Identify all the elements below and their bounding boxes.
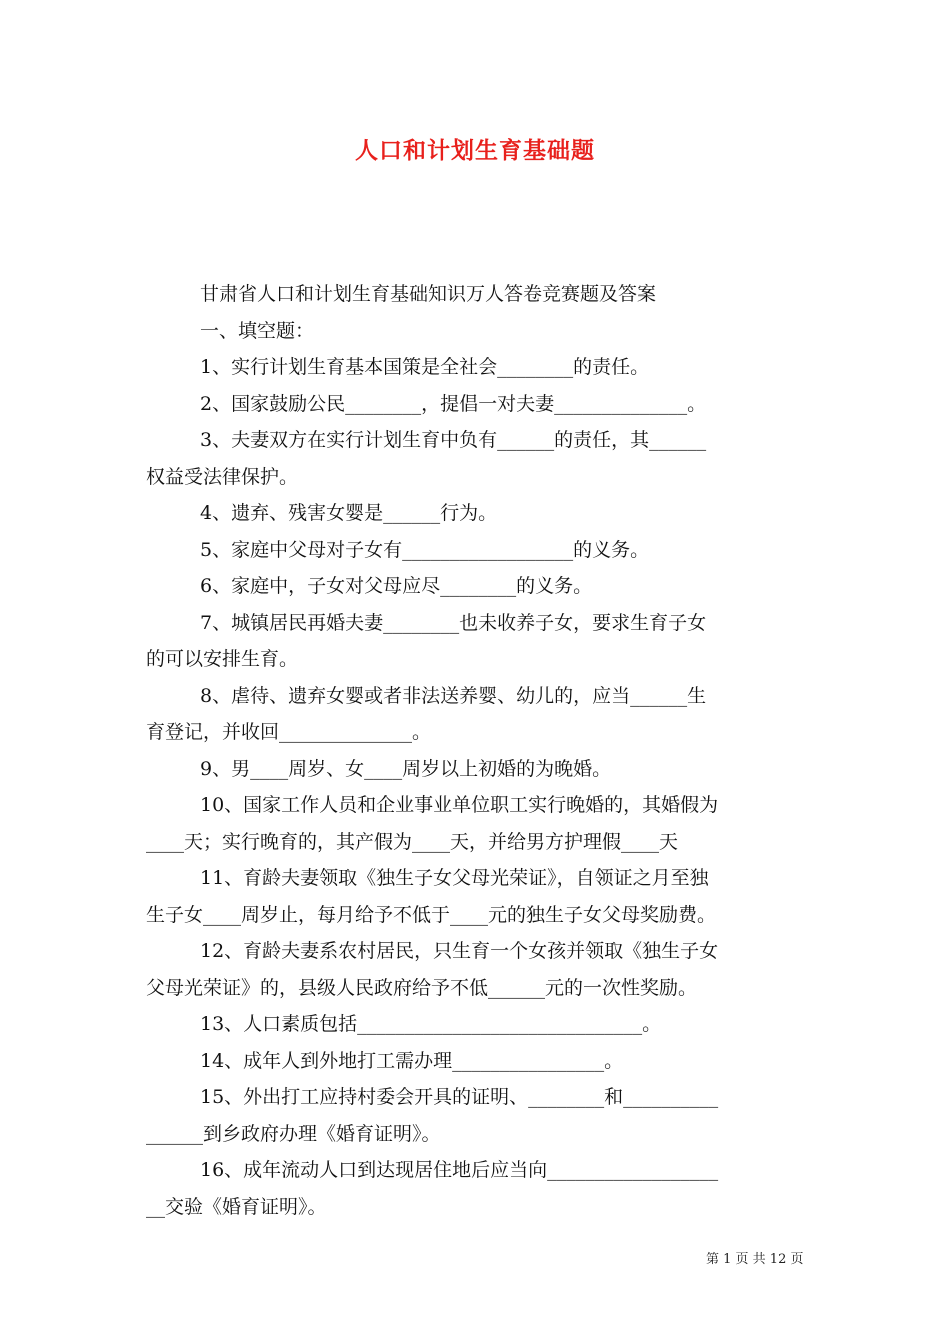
question-12-line-1: 12、育龄夫妻系农村居民，只生育一个女孩并领取《独生子女 <box>200 940 719 962</box>
question-15-line-2: ______到乡政府办理《婚育证明》。 <box>146 1122 441 1145</box>
question-9: 9、男____周岁、女____周岁以上初婚的为晚婚。 <box>200 757 612 780</box>
document-title: 人口和计划生育基础题 <box>355 137 595 164</box>
question-14: 14、成年人到外地打工需办理________________。 <box>200 1049 624 1072</box>
subtitle: 甘肃省人口和计划生育基础知识万人答卷竞赛题及答案 <box>200 283 657 305</box>
question-10-line-2: ____天；实行晚育的，其产假为____天，并给男方护理假____天 <box>146 830 679 853</box>
question-7-line-1: 7、城镇居民再婚夫妻________也未收养子女，要求生育子女 <box>200 611 707 634</box>
question-2: 2、国家鼓励公民________，提倡一对夫妻______________。 <box>200 392 707 415</box>
question-8-line-2: 育登记，并收回______________。 <box>146 721 432 743</box>
question-12-line-2: 父母光荣证》的，县级人民政府给予不低______元的一次性奖励。 <box>146 976 698 999</box>
question-11-line-2: 生子女____周岁止，每月给予不低于____元的独生子女父母奖励费。 <box>146 903 717 926</box>
question-13: 13、人口素质包括______________________________。 <box>200 1013 662 1035</box>
question-5: 5、家庭中父母对子女有__________________的义务。 <box>200 538 650 561</box>
question-1: 1、实行计划生育基本国策是全社会________的责任。 <box>200 356 650 378</box>
question-8-line-1: 8、虐待、遗弃女婴或者非法送养婴、幼儿的，应当______生 <box>200 684 707 707</box>
question-4: 4、遗弃、残害女婴是______行为。 <box>200 502 498 524</box>
question-10-line-1: 10、国家工作人员和企业事业单位职工实行晚婚的，其婚假为 <box>200 794 719 816</box>
page-footer: 第 1 页 共 12 页 <box>706 1252 804 1267</box>
question-6: 6、家庭中，子女对父母应尽________的义务。 <box>200 575 593 597</box>
question-3-line-1: 3、夫妻双方在实行计划生育中负有______的责任，其______ <box>200 429 707 451</box>
question-11-line-1: 11、育龄夫妻领取《独生子女父母光荣证》，自领证之月至独 <box>200 867 709 889</box>
document-body <box>146 276 808 1225</box>
section-heading: 一、填空题： <box>200 319 315 342</box>
question-16-line-2: __交验《婚育证明》。 <box>146 1195 327 1218</box>
question-7-line-2: 的可以安排生育。 <box>146 648 299 670</box>
question-3-line-2: 权益受法律保护。 <box>146 465 299 488</box>
question-15-line-1: 15、外出打工应持村委会开具的证明、________和__________ <box>200 1086 719 1108</box>
question-16-line-1: 16、成年流动人口到达现居住地后应当向__________________ <box>200 1159 719 1181</box>
